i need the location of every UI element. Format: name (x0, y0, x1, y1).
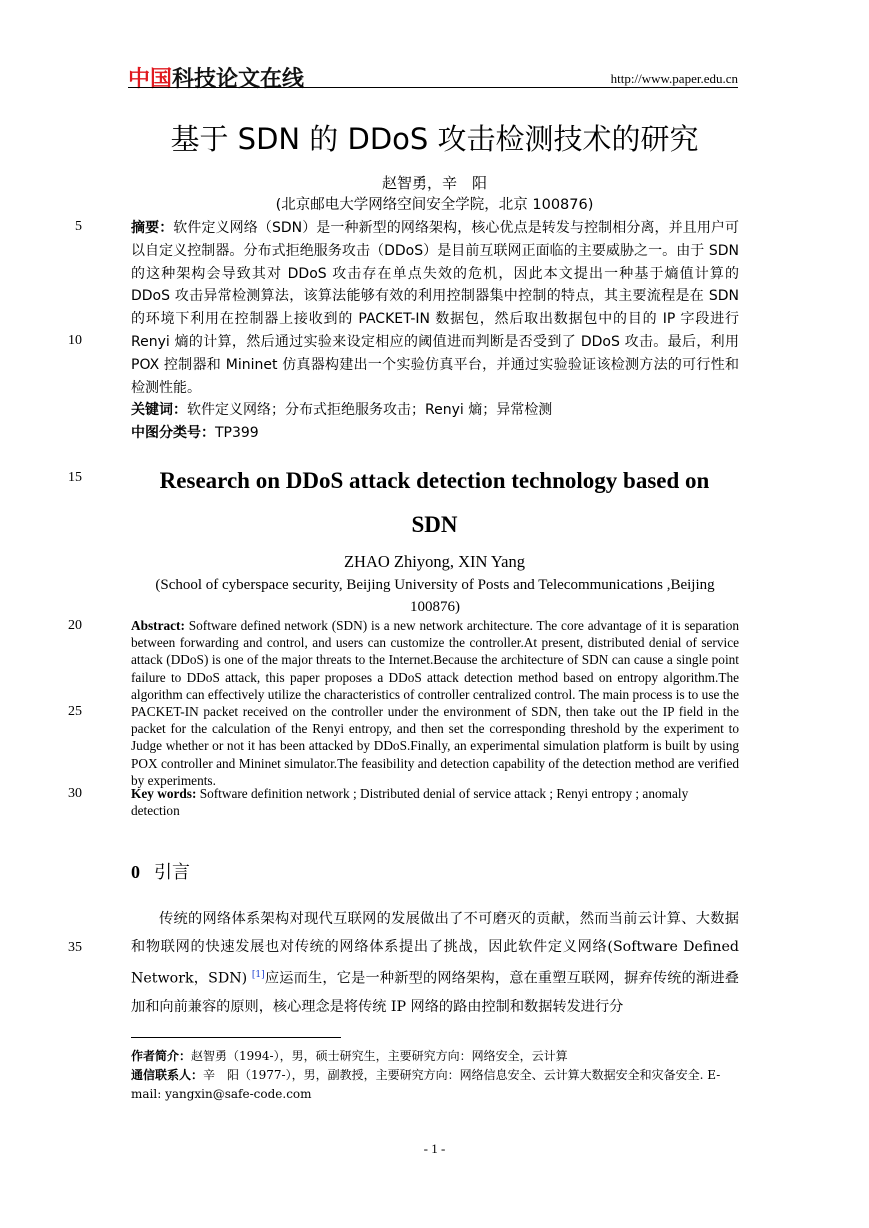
footnote-contact (131, 1066, 739, 1103)
paper-title-cn: 基于 SDN 的 DDoS 攻击检测技术的研究 (170, 122, 699, 156)
line-number: 20 (68, 618, 82, 633)
affiliation-en-line2: 100876) (410, 599, 460, 615)
header-rule (128, 87, 738, 88)
citation-link[interactable]: [1] (251, 970, 265, 980)
line-number: 35 (68, 940, 82, 955)
section-title: 引言 (154, 862, 190, 883)
page-number: - 1 - (423, 1141, 446, 1156)
clc-cn (131, 422, 739, 445)
footnote-author-text: 赵智勇（1994-），男，硕士研究生，主要研究方向：网络安全，云计算 (191, 1049, 568, 1063)
abstract-en-label: Abstract: (131, 618, 185, 633)
line-number: 15 (68, 470, 82, 485)
paper-title-en-line1: Research on DDoS attack detection technology based on (159, 468, 710, 493)
affiliation-en (131, 574, 739, 618)
section-number: 0 (131, 862, 140, 882)
line-number: 10 (68, 333, 82, 348)
keywords-cn-label: 关键词： (131, 402, 187, 418)
footnote-contact-text: 辛 阳（1977-），男，副教授，主要研究方向：网络信息安全、云计算大数据安全和灾备安全. E-mail: yangxin@safe-code.com (131, 1068, 721, 1101)
paper-title-en (0, 459, 869, 547)
intro-paragraph (131, 905, 739, 1021)
line-number: 30 (68, 786, 82, 801)
abstract-cn-text: 软件定义网络（SDN）是一种新型的网络架构，核心优点是转发与控制相分离，并且用户可以自定义控制器。分布式拒绝服务攻击（DDoS）是目前互联网正面临的主要威胁之一。由于 SDN 的这种架构会导致其对 DDoS 攻击存在单点失效的危机，因此本文提出一种基于熵值计算的 DDoS 攻击异常检测算法，该算法能够有效的利用控制器集中控制的特点，其主要流程是在 SDN 的环境下利用在控制器上接收到的 PACKET-IN 数据包，然后取出数据包中的目的 IP 字段进行 Renyi 熵的计算，然后通过实验来设定相应的阈值进而判断是否受到了 DDoS 攻击。最后，利用 POX 控制器和 Mininet 仿真器构建出一个实验仿真平台，并通过实验验证该检测方法的可行性和检测性能。 (131, 220, 740, 396)
journal-logo (128, 62, 304, 93)
abstract-cn-label: 摘要： (131, 220, 174, 236)
keywords-en (131, 785, 739, 819)
footnote-author-label: 作者简介： (131, 1049, 192, 1063)
footnote-rule (131, 1037, 341, 1038)
section-heading (131, 858, 190, 884)
abstract-cn (131, 217, 739, 399)
keywords-en-text: Software definition network ; Distributed denial of service attack ; Renyi entropy ; anomaly detection (131, 786, 689, 819)
abstract-en-text: Software defined network (SDN) is a new network architecture. The core advantage of it is separation between forwarding and control, and users can customize the controller.At present, distributed denial of service attack (DDoS) is one of the major threats to the Internet.Because the architecture of SDN can cause a single point failure to DDoS attack, this paper proposes a DDoS attack detection method based on entropy algorithm.The algorithm can effectively utilize the characteristics of controller centralized control. The main process is to use the PACKET-IN packet received on the controller under the environment of SDN, then take out the IP field in the packet for the calculation of the Renyi entropy, and then set the corresponding threshold by the experiment to Judge whether or not it has been attacked by DDoS.Finally, an experimental simulation platform is built by using POX controller and Mininet simulator.The feasibility and detection capability of the detection method are verified by experiments. (131, 618, 739, 788)
line-number: 25 (68, 704, 82, 719)
keywords-cn (131, 399, 739, 422)
keywords-en-label: Key words: (131, 786, 197, 801)
logo-black-text: 科技论文在线 (172, 67, 305, 92)
keywords-cn-text: 软件定义网络；分布式拒绝服务攻击；Renyi 熵；异常检测 (187, 402, 553, 418)
header-url[interactable]: http://www.paper.edu.cn (610, 71, 738, 86)
authors-cn: 赵智勇，辛 阳 (381, 174, 487, 192)
logo-red-text: 中国 (128, 67, 173, 92)
intro-text-1: 传统的网络体系架构对现代互联网的发展做出了不可磨灭的贡献，然而当前云计算、大数据和物联网的快速发展也对传统的网络体系提出了挑战，因此软件定义网络(Software Defined Network，SDN) (131, 911, 739, 987)
clc-cn-text: TP399 (215, 425, 259, 441)
footnote-author (131, 1047, 739, 1066)
intro-text-2: 应运而生，它是一种新型的网络架构，意在重塑互联网，摒弃传统的渐进叠加和向前兼容的原则，核心理念是将传统 IP 网络的路由控制和数据转发进行分 (131, 970, 739, 1015)
affiliation-cn: (北京邮电大学网络空间安全学院，北京 100876) (275, 197, 594, 213)
abstract-en (131, 617, 739, 789)
affiliation-en-line1: (School of cyberspace security, Beijing University of Posts and Telecommunications ,Beijing (155, 577, 715, 593)
paper-title-en-line2: SDN (411, 512, 458, 537)
line-number: 5 (75, 219, 82, 234)
clc-cn-label: 中图分类号： (131, 425, 215, 441)
authors-en: ZHAO Zhiyong, XIN Yang (343, 552, 526, 571)
footnote-contact-label: 通信联系人： (131, 1068, 204, 1082)
